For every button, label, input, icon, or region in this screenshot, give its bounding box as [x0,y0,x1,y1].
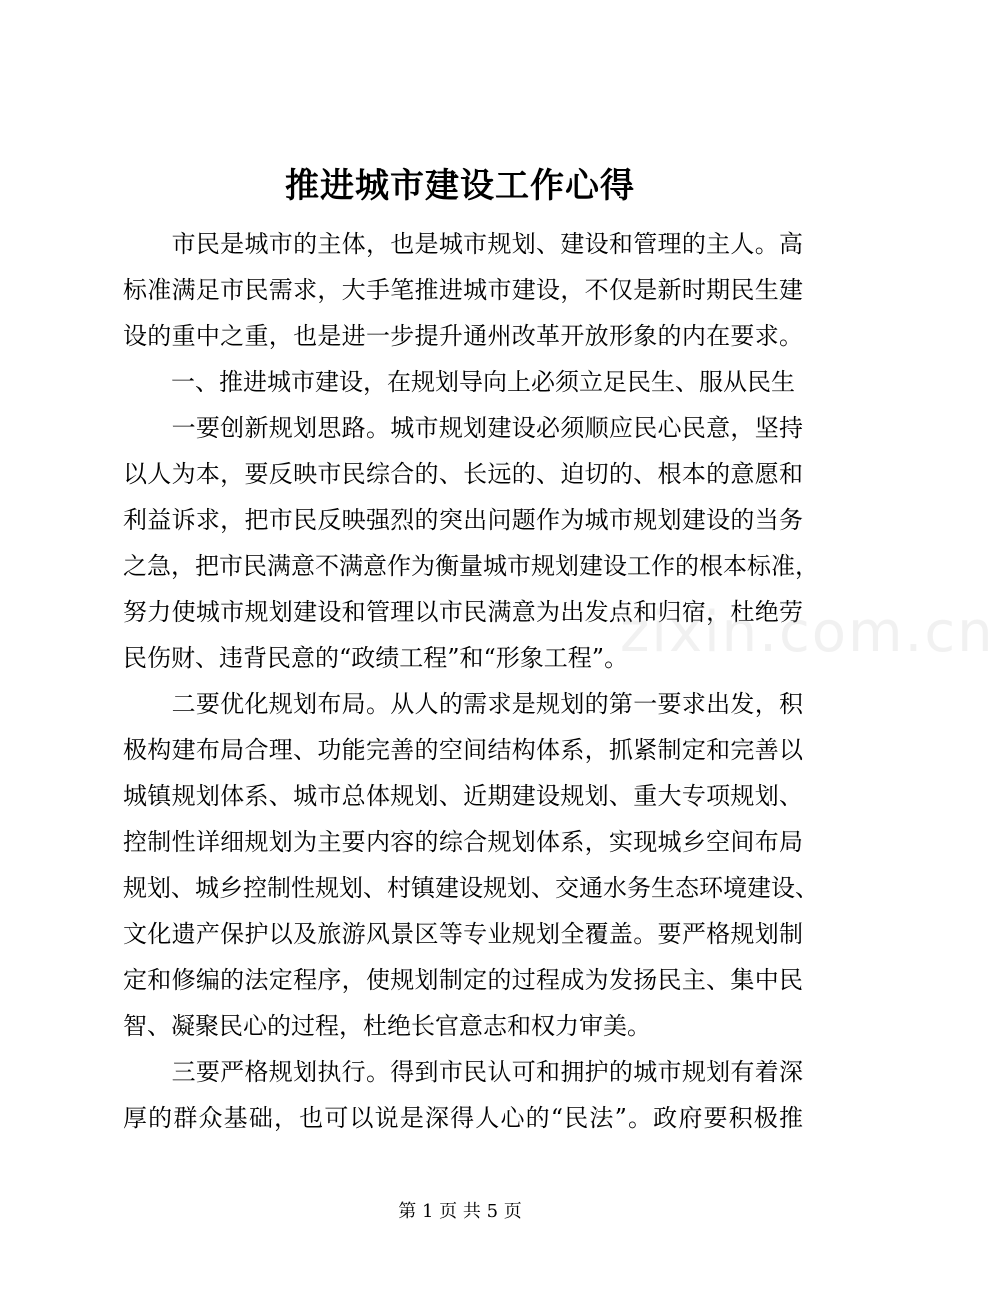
paragraph-line: 控制性详细规划为主要内容的综合规划体系，实现城乡空间布局 [123,828,803,856]
paragraph-line: 二要优化规划布局。从人的需求是规划的第一要求出发，积 [123,690,803,718]
paragraph-line: 三要严格规划执行。得到市民认可和拥护的城市规划有着深 [123,1058,803,1086]
paragraph-line: 城镇规划体系、城市总体规划、近期建设规划、重大专项规划、 [123,782,803,810]
paragraph-line: 之急，把市民满意不满意作为衡量城市规划建设工作的根本标准， [123,552,819,580]
paragraph-line: 标准满足市民需求，大手笔推进城市建设，不仅是新时期民生建 [123,276,803,304]
paragraph-line: 设的重中之重，也是进一步提升通州改革开放形象的内在要求。 [123,322,803,350]
paragraph-line: 定和修编的法定程序，使规划制定的过程成为发扬民主、集中民 [123,966,803,994]
document-title: 推进城市建设工作心得 [285,166,635,206]
watermark: zixin.com.cn [620,600,995,665]
paragraph-line: 一要创新规划思路。城市规划建设必须顺应民心民意，坚持 [123,414,803,442]
page-footer: 第 1 页 共 5 页 [398,1201,522,1222]
paragraph-line: 智、凝聚民心的过程，杜绝长官意志和权力审美。 [123,1012,651,1040]
paragraph-line: 极构建布局合理、功能完善的空间结构体系，抓紧制定和完善以 [123,736,803,764]
paragraph-line: 以人为本，要反映市民综合的、长远的、迫切的、根本的意愿和 [123,460,803,488]
paragraph-line: 利益诉求，把市民反映强烈的突出问题作为城市规划建设的当务 [123,506,803,534]
paragraph-line: 文化遗产保护以及旅游风景区等专业规划全覆盖。要严格规划制 [123,920,803,948]
paragraph-line: 努力使城市规划建设和管理以市民满意为出发点和归宿，杜绝劳 [123,598,803,626]
paragraph-line: 规划、城乡控制性规划、村镇建设规划、交通水务生态环境建设、 [123,874,819,902]
section-heading: 一、推进城市建设，在规划导向上必须立足民生、服从民生 [123,368,795,396]
paragraph-line: 厚的群众基础，也可以说是深得人心的“民法”。政府要积极推 [123,1104,803,1132]
paragraph-line: 市民是城市的主体，也是城市规划、建设和管理的主人。高 [123,230,803,258]
paragraph-line: 民伤财、违背民意的“政绩工程”和“形象工程”。 [123,644,629,672]
